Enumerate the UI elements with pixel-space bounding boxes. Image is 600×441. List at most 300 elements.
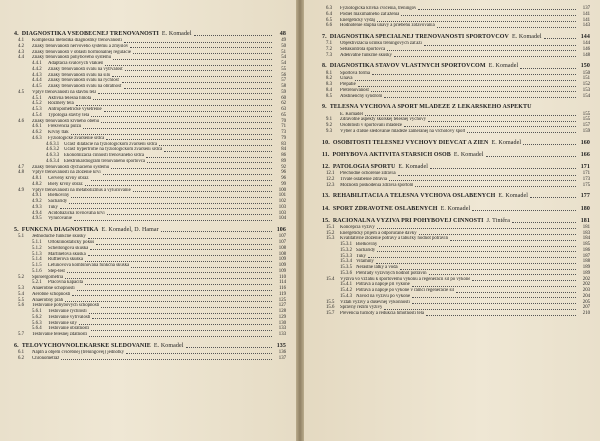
toc-chapter <box>322 140 590 147</box>
toc-leader-dots <box>147 162 272 163</box>
toc-leader-dots <box>133 53 272 54</box>
toc-page-number: 203 <box>582 288 590 294</box>
toc-entry-title: Znaky trénovanosti svalu na vytrvalosť <box>48 66 124 72</box>
toc-entry-number: 5.6.2 <box>32 314 42 320</box>
book-gutter <box>296 0 304 441</box>
toc-entry <box>322 23 590 29</box>
toc-entry-number: 15.7 <box>326 311 335 317</box>
toc-page-number: 184 <box>582 236 590 242</box>
toc-entry-number: 5.2 <box>18 274 24 280</box>
toc-entry-number: 5.4 <box>18 291 24 297</box>
toc-entry-title: Bielkoviny <box>356 242 378 248</box>
toc-entry-number: 5.1.4 <box>32 257 42 263</box>
toc-page-number: 141 <box>582 17 590 23</box>
toc-entry-title: Testovanie rýchlosti <box>48 309 87 315</box>
toc-leader-dots <box>412 297 576 298</box>
toc-page-number: 92 <box>281 164 286 170</box>
toc-page-number: 96 <box>281 176 286 182</box>
toc-entry-number: 5.5 <box>18 297 24 303</box>
toc-entry-title: Výživa vo vzťahu k športovému výkonu a regenerácii sil po výkone <box>340 276 471 282</box>
toc-page-number: 148 <box>582 52 590 58</box>
toc-entry-author: E. Komadel, D. Hamar <box>101 227 159 234</box>
toc-page-number: 60 <box>281 95 286 101</box>
toc-leader-dots <box>418 9 576 10</box>
toc-entry-number: 4.6.3.1 <box>46 141 60 147</box>
toc-leader-dots <box>96 244 272 245</box>
toc-entry-number: 5.1.2 <box>32 245 42 251</box>
toc-entry-author: E. Komadel <box>491 139 522 146</box>
toc-entry-title: Znaky trénovanosti svalu na obratnosť <box>48 84 122 90</box>
toc-page-number: 141 <box>582 11 590 17</box>
toc-entry-number: 7.3 <box>326 52 332 58</box>
toc-entry-title: Prehľady výživných hodnôt potravín <box>356 270 427 276</box>
toc-entry-title: Možnosti poškodenia zdravia športom <box>340 182 414 188</box>
toc-entry-number: 5.6.1 <box>32 309 42 315</box>
toc-entry-title: Prepätie <box>340 82 356 88</box>
toc-entry-title: Koncepcia výživy <box>340 224 375 230</box>
toc-entry-title: Ortoklinostatický pokus <box>48 240 95 246</box>
toc-entry-title: FUNKČNÁ DIAGNOSTIKA <box>21 227 99 234</box>
toc-page-number: 103 <box>278 204 286 210</box>
toc-entry-title: Tuky <box>48 204 58 210</box>
toc-leader-dots <box>530 197 576 198</box>
toc-entry-title: Hodnotenie stupňa únavy a priebehu zotavovania <box>340 23 435 29</box>
toc-entry-title: Objektivizácia účinku tréningových záťaží <box>340 41 422 47</box>
toc-entry-title: Bielkoviny <box>48 193 70 199</box>
toc-entry <box>14 216 286 222</box>
toc-leader-dots <box>91 330 272 331</box>
toc-entry-title: Aktívna telesná hmota <box>48 95 92 101</box>
toc-entry-author: E. Komadel <box>498 193 529 200</box>
toc-entry <box>322 311 590 317</box>
toc-entry-number: 15. <box>322 217 330 224</box>
toc-page-number: 135 <box>276 342 286 349</box>
toc-leader-dots <box>101 122 272 123</box>
toc-entry-author: E. Komadel <box>453 151 484 158</box>
toc-leader-dots <box>85 261 272 262</box>
toc-page-number: 102 <box>278 199 286 205</box>
toc-page-number: 73 <box>281 130 286 136</box>
toc-leader-dots <box>428 121 576 122</box>
toc-entry-number: 4.5.4 <box>32 112 42 118</box>
toc-leader-dots <box>486 156 576 157</box>
left-page <box>0 0 296 441</box>
toc-entry-number: 8.2 <box>326 76 332 82</box>
toc-entry-author: E. Komadel <box>161 31 192 37</box>
toc-page-number: 202 <box>582 282 590 288</box>
toc-page-number: 59 <box>281 89 286 95</box>
toc-entry-title: Znaky trénovanosti svalu na rýchlosť <box>48 78 120 84</box>
toc-page-number: 155 <box>582 117 590 123</box>
toc-entry-title: Typológia stavby tela <box>48 112 90 118</box>
toc-leader-dots <box>146 157 272 158</box>
toc-entry-number: 15.3.3 <box>340 253 352 259</box>
toc-leader-dots <box>89 336 272 337</box>
toc-entry-number: 4.4.3 <box>32 72 42 78</box>
toc-leader-dots <box>131 267 272 268</box>
toc-leader-dots <box>384 97 576 98</box>
toc-leader-dots <box>122 82 272 83</box>
toc-leader-dots <box>124 42 272 43</box>
toc-entry-title: Zdravotné aspekty školskej telesnej výchovy <box>340 117 427 123</box>
toc-entry-number: 4.6 <box>18 118 24 124</box>
toc-entry-title: Jednoduché funkčné skúšky <box>32 234 86 240</box>
toc-entry-number: 8.1 <box>326 70 332 76</box>
toc-entry-number: 5.3 <box>18 286 24 292</box>
toc-entry-number: 4.9 <box>18 187 24 193</box>
toc-entry-number: 15.4.2 <box>340 288 352 294</box>
toc-entry-number: 5.7 <box>18 332 24 338</box>
toc-entry <box>322 129 590 135</box>
toc-entry-title: Znaky trénovanosti dýchacieho systému <box>32 164 110 170</box>
toc-leader-dots <box>112 76 272 77</box>
toc-entry-title: RACIONÁLNA VÝŽIVA PRI POHYBOVEJ ČINNOSTI <box>332 217 484 224</box>
toc-entry-title: Komplexná metodika diagnostiky trénovanosti <box>32 38 122 44</box>
toc-page-number: 51 <box>281 49 286 55</box>
toc-leader-dots <box>377 251 576 252</box>
toc-page-number: 130 <box>278 320 286 326</box>
toc-entry-number: 4.1 <box>18 38 24 44</box>
toc-leader-dots <box>89 313 272 314</box>
toc-entry-title: Acidobázická rovnováha krvi <box>48 210 105 216</box>
toc-entry-title: Spiroergometria <box>32 274 64 280</box>
toc-entry-author: E. Komadel <box>488 63 519 70</box>
toc-page-number: 151 <box>582 76 590 82</box>
toc-leader-dots <box>103 174 272 175</box>
toc-page-number: 110 <box>278 274 286 280</box>
toc-entry-number: 4.4.5 <box>32 84 42 90</box>
toc-page-number: 109 <box>278 263 286 269</box>
toc-entry-title: Únava <box>340 76 353 82</box>
toc-entry-title: Sebakontrola športovca <box>340 46 386 52</box>
toc-page-number: 150 <box>580 63 590 70</box>
toc-page-number: 171 <box>582 171 590 177</box>
toc-leader-dots <box>544 38 576 39</box>
toc-entry-title: E. Komadel <box>340 111 363 117</box>
toc-entry-title: Kvalitatívne zloženie potravy a tabuľky hodnôt potravín <box>340 236 448 242</box>
toc-page-number: 103 <box>278 210 286 216</box>
toc-entry-number: 7.1 <box>326 41 332 47</box>
toc-entry-number: 15.3.5 <box>340 265 352 271</box>
toc-leader-dots <box>113 59 272 60</box>
toc-entry-title: Elektrokardiogram trénovaného športovca <box>64 158 145 164</box>
toc-entry-number: 8.4 <box>326 87 332 93</box>
toc-page-number: 62 <box>281 101 286 107</box>
toc-chapter <box>322 218 590 225</box>
toc-entry-title: Martinetova skúška <box>48 251 86 257</box>
toc-leader-dots <box>133 191 272 192</box>
toc-entry-number: 4.8.2 <box>32 181 42 187</box>
toc-page-number: 186 <box>582 247 590 253</box>
toc-page-number: 56 <box>281 72 286 78</box>
toc-leader-dots <box>85 185 272 186</box>
toc-entry-number: 4. <box>14 31 19 37</box>
toc-entry-number: 4.5.1 <box>32 95 42 101</box>
toc-entry-number: 5. <box>14 227 19 234</box>
toc-entry-title: Znaky trénovanosti nervového systému a zmyslov <box>32 43 129 49</box>
toc-entry-title: PATOLÓGIA ŠPORTU <box>332 163 396 170</box>
toc-entry-number: 5.6.3 <box>32 320 42 326</box>
toc-leader-dots <box>107 214 272 215</box>
toc-entry-title: Prechodné ochorenie zdravia <box>340 171 396 177</box>
toc-leader-dots <box>472 280 576 281</box>
toc-leader-dots <box>419 234 576 235</box>
toc-entry <box>14 356 286 362</box>
toc-entry-author: E. Komadel <box>511 34 542 40</box>
toc-entry-title: Nerastné látky a voda <box>356 265 398 271</box>
toc-leader-dots <box>430 168 576 169</box>
toc-entry-title: Účasť hypertrofie na fyziologickom zväčšení srdca <box>64 147 163 153</box>
toc-leader-dots <box>101 307 272 308</box>
toc-entry-number: 4.8 <box>18 170 24 176</box>
toc-entry-number: 7.2 <box>326 46 332 52</box>
toc-leader-dots <box>412 286 576 287</box>
toc-page-number: 96 <box>281 170 286 176</box>
toc-leader-dots <box>467 132 576 133</box>
toc-leader-dots <box>358 86 576 87</box>
toc-leader-dots <box>387 50 576 51</box>
toc-page-number: 89 <box>281 158 286 164</box>
toc-leader-dots <box>450 240 576 241</box>
toc-page-number: 183 <box>582 230 590 236</box>
toc-entry-title: Antropometrické vyšetrenie <box>48 107 102 113</box>
toc-entry-title: Znaky trénovanosti svalu na silu <box>48 72 111 78</box>
toc-entry-number: 15.5 <box>326 299 335 305</box>
toc-entry-number: 4.6.3.2 <box>46 147 60 153</box>
toc-entry-title: REHABILITÁCIA A TELESNÁ VÝCHOVA OSLABENÝCH <box>332 193 496 200</box>
toc-chapter <box>14 343 286 350</box>
toc-entry-number: 4.9.4 <box>32 210 42 216</box>
toc-leader-dots <box>65 278 272 279</box>
toc-entry-title: Fyziologická krivka cvičenia, tréningov <box>340 6 417 11</box>
toc-entry-number: 4.9.2 <box>32 199 42 205</box>
toc-entry-title: Výber a ďalšie sledovanie mládeže zameranej na vrcholový šport <box>340 128 466 134</box>
toc-entry-number: 8.5 <box>326 93 332 99</box>
toc-page-number: 127 <box>278 303 286 309</box>
toc-entry-title: Potrava a nápoje po výkone v rámci regenerácie síl <box>356 288 455 294</box>
toc-leader-dots <box>194 35 272 36</box>
toc-leader-dots <box>424 45 576 46</box>
toc-page-number: 146 <box>582 46 590 52</box>
toc-leader-dots <box>90 249 272 250</box>
toc-page-number: 205 <box>582 299 590 305</box>
toc-entry-title: Aeróbne schopnosti <box>32 291 71 297</box>
toc-entry-title: OSOBITOSTI TELESNEJ VÝCHOVY DIEVČAT A ŽIEN <box>332 139 489 146</box>
toc-leader-dots <box>400 269 576 270</box>
toc-leader-dots <box>394 56 576 57</box>
toc-chapter <box>14 227 286 234</box>
toc-entry-title: Prevencia tučnoty a redukcia hmotnosti tela <box>340 311 425 317</box>
toc-entry-number: 5.2.1 <box>32 280 42 286</box>
toc-leader-dots <box>456 292 576 293</box>
toc-leader-dots <box>355 80 576 81</box>
toc-page-number: 116 <box>278 286 286 292</box>
toc-leader-dots <box>69 203 272 204</box>
toc-leader-dots <box>412 303 576 304</box>
toc-entry-number: 15.2 <box>326 230 335 236</box>
toc-entry-title: Adekvátne funkčné skúšky <box>340 52 392 58</box>
toc-entry-title: Znaky trénovanosti krvného obehu <box>32 118 100 124</box>
toc-entry-number: 5.6.4 <box>32 326 42 332</box>
toc-leader-dots <box>98 93 272 94</box>
toc-entry-title: Testovanie vytrvalosti <box>48 314 91 320</box>
toc-entry-number: 6.1 <box>18 350 24 356</box>
toc-entry-title: POHYBOVÁ AKTIVITA STARŠÍCH OSÔB <box>332 151 451 158</box>
toc-leader-dots <box>377 228 576 229</box>
toc-page-number: 181 <box>580 217 590 224</box>
toc-leader-dots <box>368 257 576 258</box>
toc-leader-dots <box>125 70 272 71</box>
toc-entry-title: Schellongova skúška <box>48 245 89 251</box>
toc-page-number: 58 <box>281 84 286 90</box>
toc-entry-title: Účasť dilatácie na fyziologickom zväčšení srdca <box>64 141 158 147</box>
toc-entry-title: Rozmery tela <box>48 101 74 107</box>
toc-page-number: 84 <box>281 147 286 153</box>
toc-chapter <box>322 34 590 41</box>
toc-entry-number: 9. <box>322 104 327 111</box>
toc-page-number: 144 <box>580 34 590 40</box>
toc-chapter <box>322 63 590 70</box>
toc-entry <box>14 332 286 338</box>
toc-leader-dots <box>72 295 272 296</box>
toc-entry-number: 5.1.1 <box>32 240 42 246</box>
toc-page-number: 143 <box>582 23 590 29</box>
toc-entry-number: 4.7 <box>18 164 24 170</box>
toc-entry-number: 5.1.6 <box>32 268 42 274</box>
toc-entry-number: 4.9.5 <box>32 216 42 222</box>
toc-entry-number: 15.3.6 <box>340 270 352 276</box>
toc-entry-number: 7. <box>322 34 327 40</box>
toc-leader-dots <box>371 91 576 92</box>
toc-entry-number: 4.4 <box>18 55 24 61</box>
toc-leader-dots <box>85 284 272 285</box>
toc-entry-number: 15.1 <box>326 224 335 230</box>
toc-entry-number: 4.4.1 <box>32 61 42 67</box>
toc-entry-number: 6.5 <box>326 17 332 23</box>
toc-entry-title: Frekvencia pulzu <box>48 124 82 130</box>
toc-page-number: 136 <box>278 350 286 356</box>
toc-leader-dots <box>71 134 272 135</box>
toc-leader-dots <box>161 231 272 232</box>
toc-page-number: 71 <box>281 124 286 130</box>
toc-entry-number: 15.4.1 <box>340 282 352 288</box>
toc-entry-number: 8. <box>322 63 327 70</box>
toc-leader-dots <box>88 238 272 239</box>
toc-entry-title: Sacharidy <box>48 199 68 205</box>
toc-page-number: 109 <box>278 257 286 263</box>
toc-entry-number: 13. <box>322 193 330 200</box>
toc-entry-number: 4.5.2 <box>32 101 42 107</box>
toc-page-number: 160 <box>580 139 590 146</box>
toc-entry-number: 4.9.1 <box>32 193 42 199</box>
toc-chapter <box>322 206 590 213</box>
toc-entry-number: 12.3 <box>326 182 335 188</box>
toc-entry-number: 14. <box>322 205 330 212</box>
toc-page-number: 166 <box>580 151 590 158</box>
toc-leader-dots <box>164 151 272 152</box>
toc-entry-title: Návod na výživu po výkone <box>356 293 411 299</box>
toc-leader-dots <box>401 15 576 16</box>
toc-entry-number: 4.9.3 <box>32 204 42 210</box>
toc-entry-title: DIAGNOSTIKA STAVOV VLASTNÝCH ŠPORTOVCOM <box>329 63 486 70</box>
toc-chapter <box>14 31 286 38</box>
toc-page-number: 86 <box>281 153 286 159</box>
toc-entry-number: 4.5.3 <box>32 107 42 113</box>
toc-leader-dots <box>379 246 576 247</box>
toc-entry-author: J. Tintěra <box>486 217 510 224</box>
toc-entry-title: Letunovova kombinovaná funkčná skúška <box>48 263 130 269</box>
toc-page-number: 204 <box>582 293 590 299</box>
toc-page-number: 137 <box>278 355 286 361</box>
toc-leader-dots <box>65 301 272 302</box>
toc-leader-dots <box>106 139 272 140</box>
toc-leader-dots <box>384 309 576 310</box>
toc-page-number: 189 <box>582 265 590 271</box>
toc-page-number: 79 <box>281 135 286 141</box>
toc-leader-dots <box>77 290 272 291</box>
toc-page-number: 63 <box>281 107 286 113</box>
toc-entry-number: 10. <box>322 139 330 146</box>
toc-entry-number: 15.3.4 <box>340 259 352 265</box>
toc-entry-title: Step-test <box>48 268 65 274</box>
toc-entry-number: 11. <box>322 151 330 158</box>
toc-page-number: 107 <box>278 240 286 246</box>
toc-entry-title: Ekonomizácia činnosti trénovaného srdca <box>64 153 145 159</box>
toc-entry-title: Vztah výživy a duševnej výkonnosti <box>340 299 410 305</box>
toc-page-number: 83 <box>281 141 286 147</box>
toc-entry-title: Krvný tlak <box>48 130 69 136</box>
toc-entry-title: Anaeróbne schopnosti <box>32 286 75 292</box>
toc-entry-number: 8.3 <box>326 82 332 88</box>
toc-entry-number: 12. <box>322 163 330 170</box>
toc-entry-title: Znaky trénovanosti v oblasti hormonálnej regulácie <box>32 49 131 55</box>
toc-leader-dots <box>74 220 272 221</box>
toc-leader-dots <box>61 359 272 360</box>
toc-entry-title: Pracovná kapacita <box>48 280 84 286</box>
toc-entry-title: Trvalé oslabenie zdravia <box>340 176 387 182</box>
toc-page-number: 49 <box>281 38 286 44</box>
toc-entry-title: Športová forma <box>340 70 370 76</box>
toc-entry-number: 15.4.3 <box>340 293 352 299</box>
toc-leader-dots <box>91 116 272 117</box>
toc-entry-title: Energetický výdaj <box>340 17 375 23</box>
toc-leader-dots <box>93 99 272 100</box>
toc-chapter <box>322 164 590 171</box>
toc-page-number: 125 <box>278 297 286 303</box>
toc-leader-dots <box>415 186 576 187</box>
toc-entry-number: 4.4.2 <box>32 66 42 72</box>
toc-entry-number: 4.6.1 <box>32 124 42 130</box>
toc-leader-dots <box>79 324 272 325</box>
toc-entry-title: Náplň a objem cvičebnej (tréningovej) jednotky <box>32 350 125 356</box>
toc-leader-dots <box>105 65 272 66</box>
toc-entry-number: 15.6 <box>326 305 335 311</box>
toc-entry-title: Testovanie obratnosti <box>48 326 90 332</box>
toc-entry-number: 6. <box>14 342 19 349</box>
toc-entry-number: 4.5 <box>18 89 24 95</box>
toc-entry-number: 4.3 <box>18 49 24 55</box>
toc-page-number: 107 <box>278 234 286 240</box>
toc-page-number: 210 <box>582 311 590 317</box>
toc-page-number: 154 <box>582 93 590 99</box>
toc-leader-dots <box>159 145 272 146</box>
toc-page-number: 104 <box>278 216 286 222</box>
toc-entry-number: 5.1 <box>18 234 24 240</box>
toc-page-number: 99 <box>281 181 286 187</box>
toc-page-number: 108 <box>278 245 286 251</box>
toc-leader-dots <box>60 208 272 209</box>
toc-entry-number: 6.6 <box>326 23 332 29</box>
